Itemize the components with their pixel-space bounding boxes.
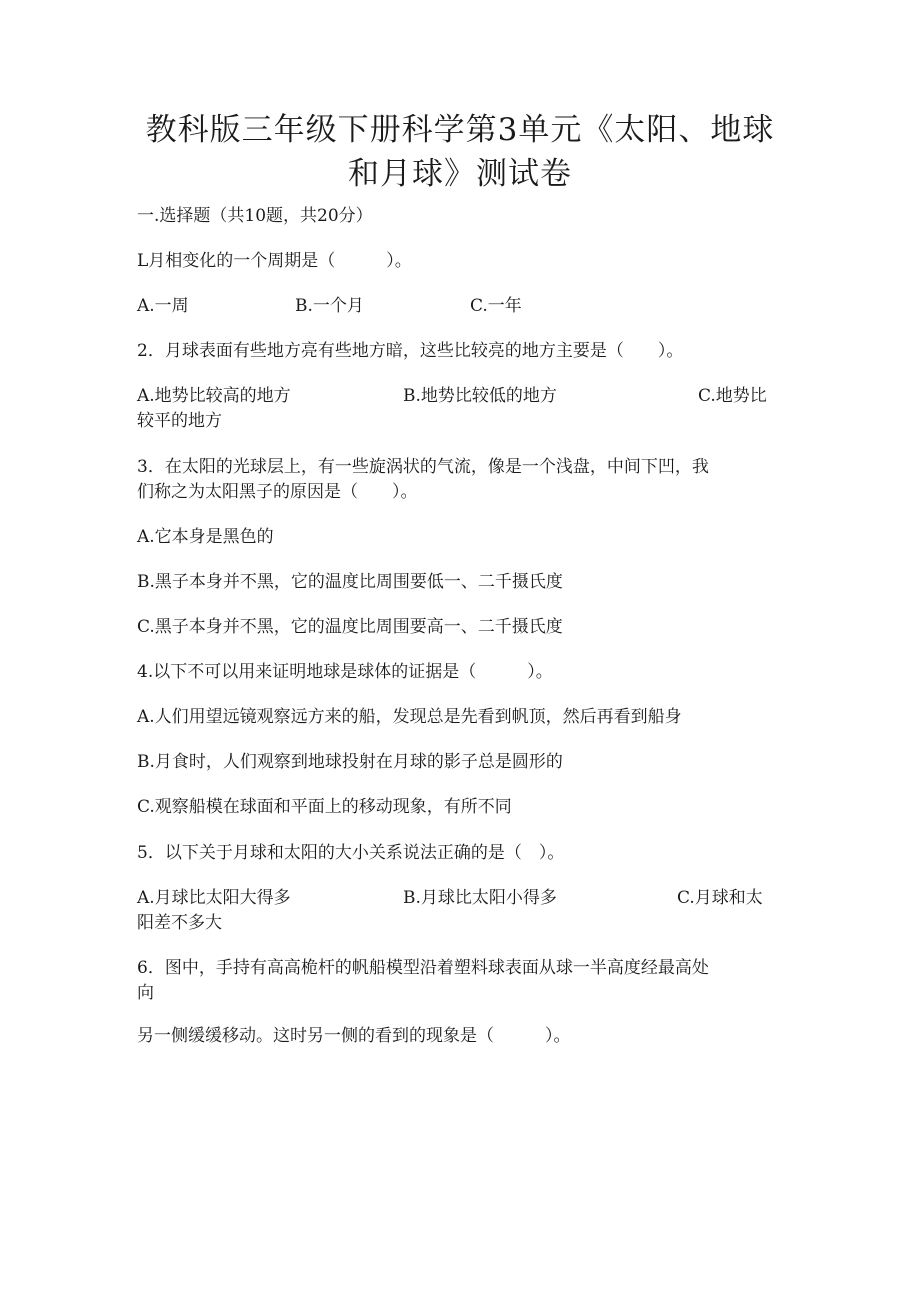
question-5-option-c-continued: 阳差不多大: [137, 913, 222, 933]
question-2-option-b: B.地势比较低的地方: [403, 386, 557, 406]
question-2-option-a: A.地势比较高的地方: [137, 386, 291, 406]
question-3-option-c: C.黑子本身并不黑，它的温度比周围要高一、二千摄氏度: [137, 617, 563, 637]
question-4-stem: 4.以下不可以用来证明地球是球体的证据是（ ）。: [137, 662, 553, 682]
question-2-option-c-continued: 较平的地方: [137, 411, 222, 431]
question-5-option-a: A.月球比太阳大得多: [137, 888, 291, 908]
question-5-stem: 5．以下关于月球和太阳的大小关系说法正确的是（ ）。: [137, 843, 565, 863]
question-4-option-c: C.观察船模在球面和平面上的移动现象，有所不同: [137, 797, 512, 817]
question-3-option-a: A.它本身是黑色的: [137, 527, 274, 547]
section-heading: 一.选择题（共10题，共20分）: [137, 206, 373, 226]
question-1-option-a: A.一周: [137, 296, 189, 316]
question-1-option-b: B.一个月: [295, 296, 364, 316]
question-1-option-c: C.一年: [470, 296, 522, 316]
question-5-option-b: B.月球比太阳小得多: [403, 888, 557, 908]
question-1-stem: L月相变化的一个周期是（ ）。: [137, 251, 412, 271]
question-2-stem: 2．月球表面有些地方亮有些地方暗，这些比较亮的地方主要是（ ）。: [137, 341, 684, 361]
document-title: 教科版三年级下册科学第3单元《太阳、地球和月球》测试卷: [145, 112, 775, 192]
question-6-stem-line-3: 另一侧缓缓移动。这时另一侧的看到的现象是（ ）。: [137, 1026, 571, 1046]
question-5-option-c: C.月球和太: [677, 888, 763, 908]
question-3-stem-line-1: 3．在太阳的光球层上，有一些旋涡状的气流，像是一个浅盘，中间下凹，我: [137, 457, 709, 477]
question-3-option-b: B.黑子本身并不黑，它的温度比周围要低一、二千摄氏度: [137, 572, 563, 592]
question-2-option-c: C.地势比: [698, 386, 767, 406]
question-4-option-b: B.月食时，人们观察到地球投射在月球的影子总是圆形的: [137, 752, 563, 772]
question-6-stem-line-2: 向: [137, 983, 154, 1003]
question-4-option-a: A.人们用望远镜观察远方来的船，发现总是先看到帆顶，然后再看到船身: [137, 707, 682, 727]
question-6-stem-line-1: 6．图中，手持有高高桅杆的帆船模型沿着塑料球表面从球一半高度经最高处: [137, 958, 709, 978]
question-3-stem-line-2: 们称之为太阳黑子的原因是（ ）。: [137, 482, 418, 502]
